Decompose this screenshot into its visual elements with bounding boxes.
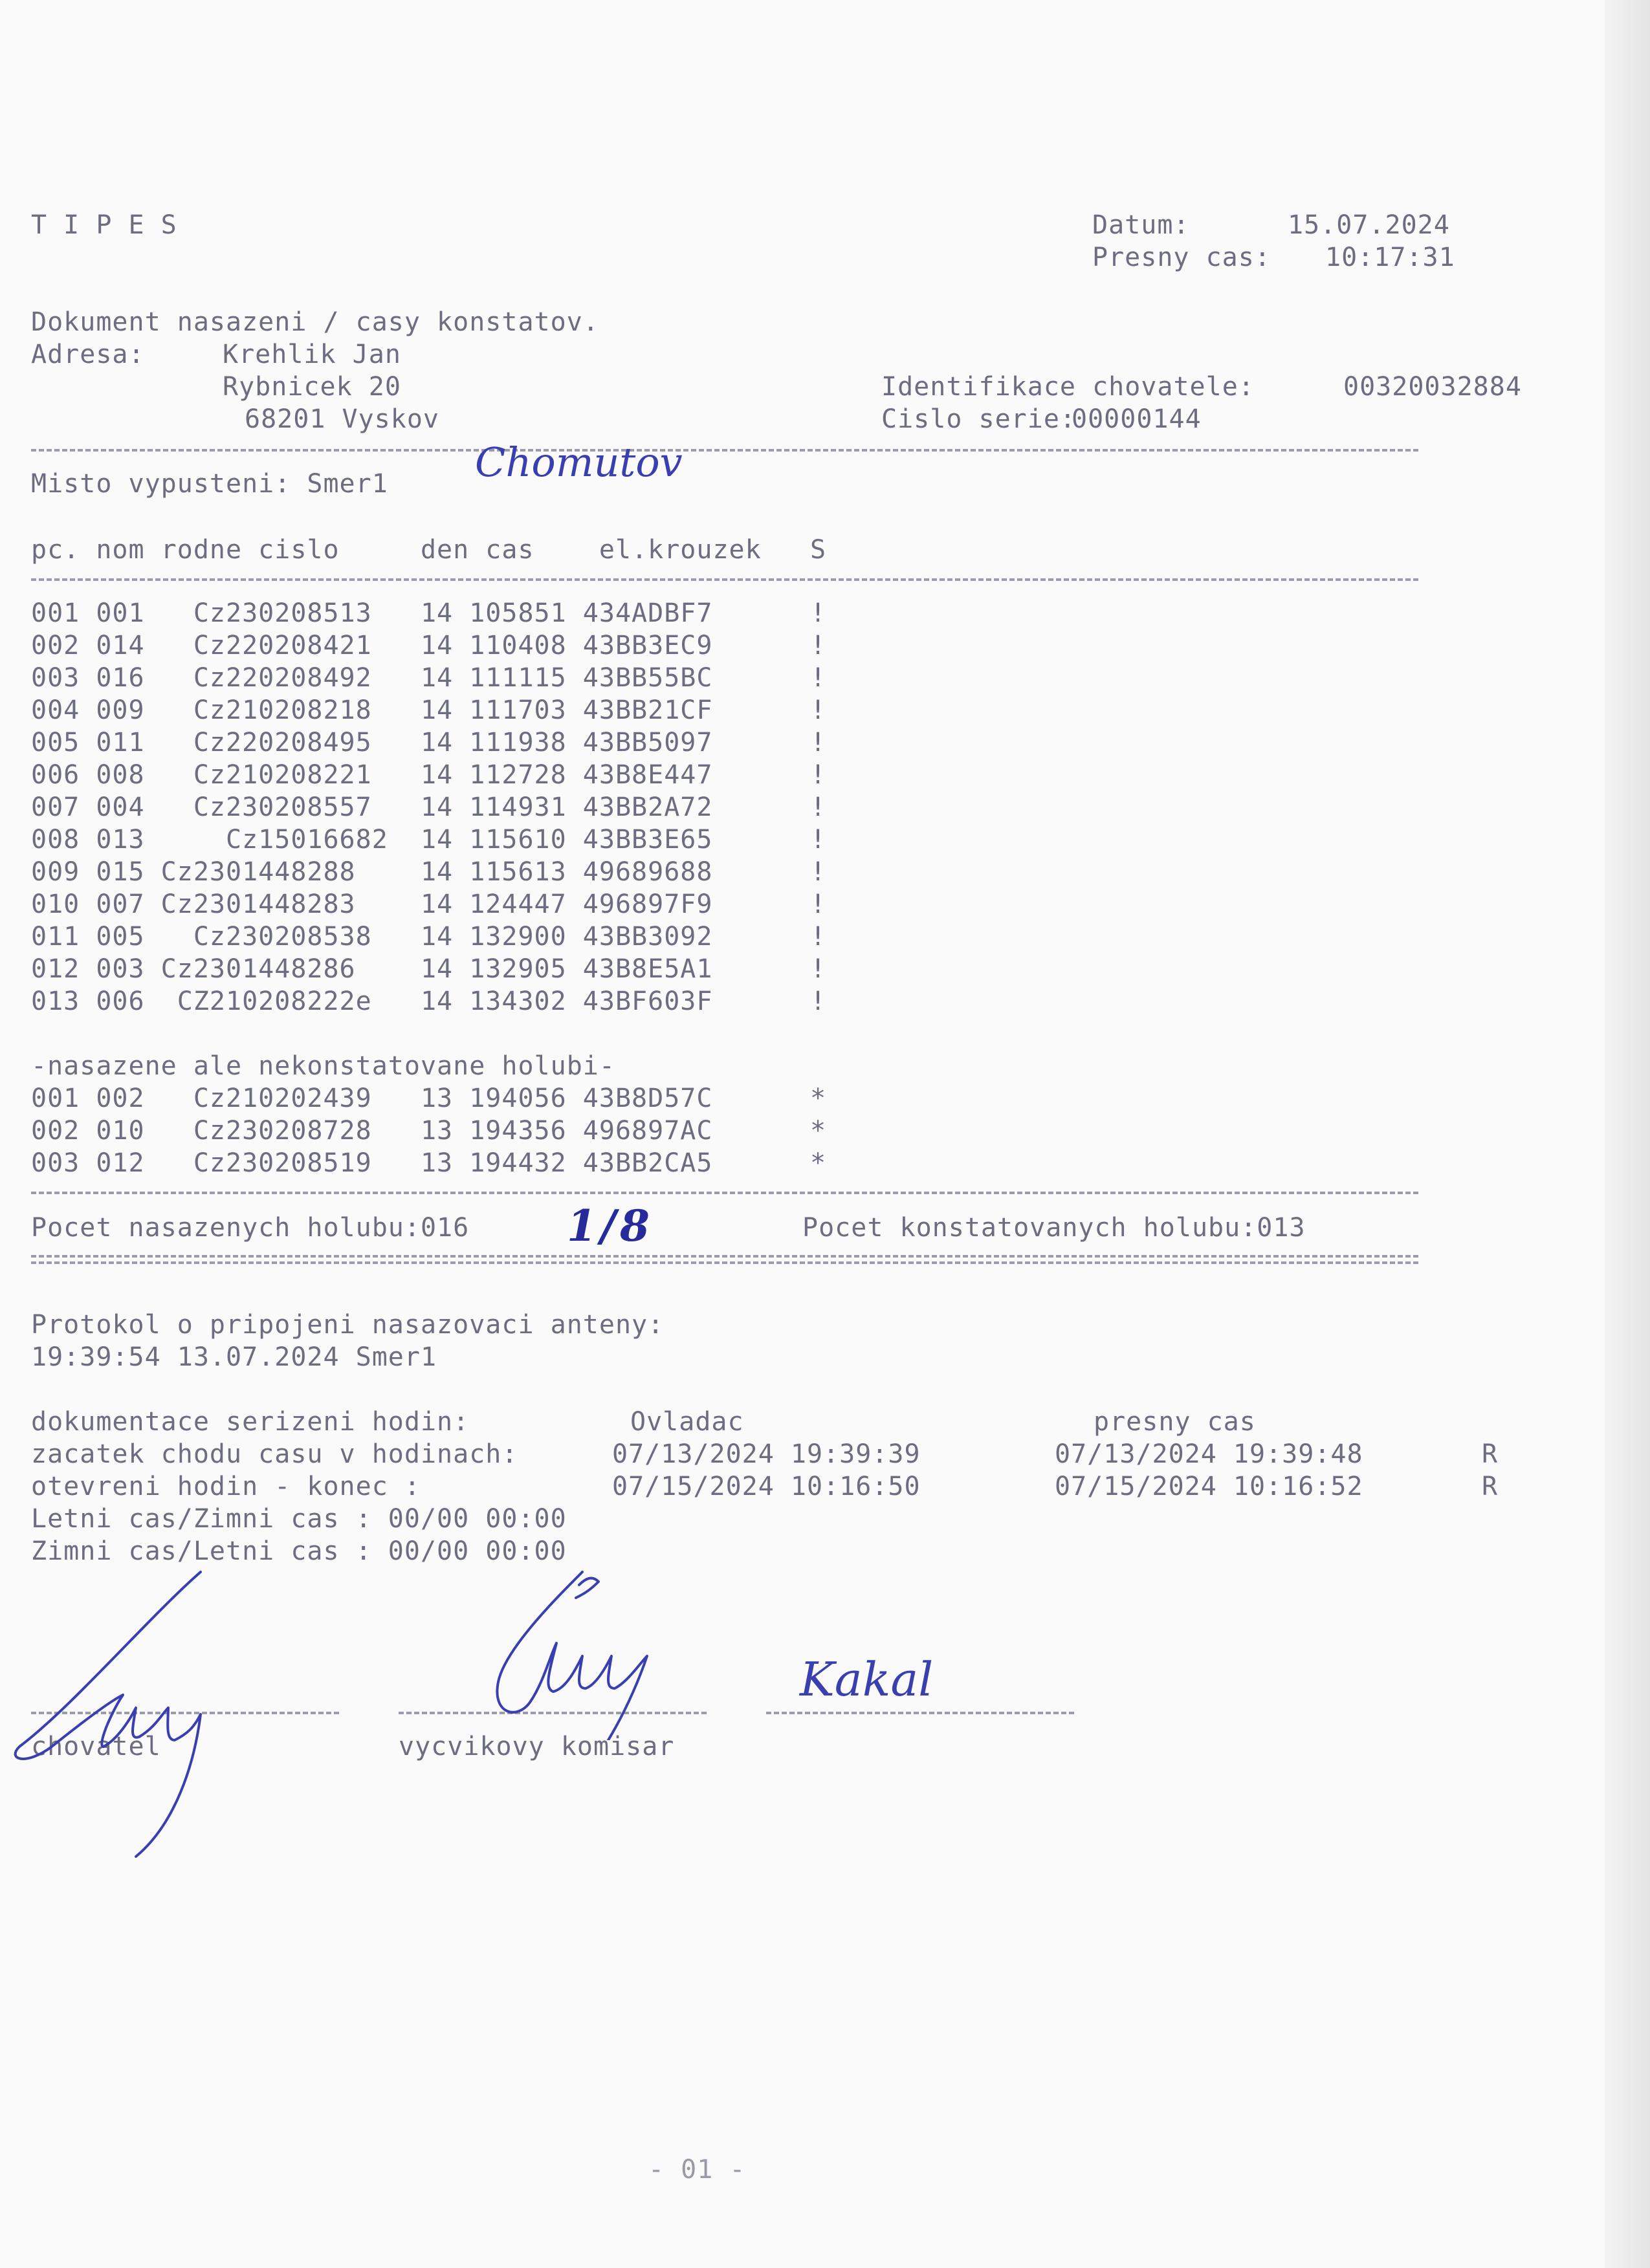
- pocet-konstatovanych: Pocet konstatovanych holubu:013: [802, 1213, 1306, 1243]
- document-title: Dokument nasazeni / casy konstatov.: [31, 307, 599, 337]
- letni-zimni: Letni cas/Zimni cas : 00/00 00:00: [31, 1504, 567, 1534]
- address-city: 68201 Vyskov: [245, 404, 439, 434]
- clock-header: dokumentace serizeni hodin:: [31, 1407, 470, 1437]
- table-row: 005 011 Cz220208495 14 111938 43BB5097 !: [31, 728, 827, 758]
- cislo-serie-label: Cislo serie:: [881, 404, 1076, 434]
- brand-title: T I P E S: [31, 210, 177, 240]
- identifikace-label: Identifikace chovatele:: [881, 372, 1255, 402]
- divider: [31, 1192, 1418, 1194]
- zimni-letni: Zimni cas/Letni cas : 00/00 00:00: [31, 1536, 567, 1566]
- signature-line-third: [766, 1712, 1074, 1714]
- clock-start-presny: 07/13/2024 19:39:48: [1055, 1439, 1363, 1469]
- table-row: 002 010 Cz230208728 13 194356 496897AC *: [31, 1116, 827, 1146]
- clock-end-flag: R: [1482, 1472, 1499, 1501]
- pocet-nasazenych: Pocet nasazenych holubu:016: [31, 1213, 470, 1243]
- presny-cas-label: Presny cas:: [1092, 243, 1271, 272]
- table-header: pc. nom rodne cislo den cas el.krouzek S: [31, 535, 827, 565]
- table-row: 001 002 Cz210202439 13 194056 43B8D57C *: [31, 1084, 827, 1113]
- divider: [31, 1261, 1418, 1264]
- signature-third-handwritten: Kakal: [800, 1652, 934, 1706]
- table-row: 008 013 Cz15016682 14 115610 43BB3E65 !: [31, 825, 827, 855]
- address-street: Rybnicek 20: [223, 372, 401, 402]
- divider: [31, 449, 1418, 452]
- table-row: 011 005 Cz230208538 14 132900 43BB3092 !: [31, 922, 827, 952]
- clock-start-flag: R: [1482, 1439, 1499, 1469]
- divider: [31, 1255, 1418, 1258]
- table-row: 007 004 Cz230208557 14 114931 43BB2A72 !: [31, 792, 827, 822]
- signature-label-chovatel: chovatel: [31, 1732, 161, 1761]
- clock-header-presny: presny cas: [1094, 1407, 1256, 1437]
- signature-komisar: [453, 1559, 725, 1740]
- table-row: 002 014 Cz220208421 14 110408 43BB3EC9 !: [31, 631, 827, 660]
- table-row: 006 008 Cz210208221 14 112728 43B8E447 !: [31, 760, 827, 790]
- page-number: - 01 -: [648, 2155, 746, 2185]
- presny-cas-value: 10:17:31: [1325, 243, 1455, 272]
- clock-start-label: zacatek chodu casu v hodinach:: [31, 1439, 518, 1469]
- clock-end-label: otevreni hodin - konec :: [31, 1472, 421, 1501]
- identifikace-value: 00320032884: [1343, 372, 1522, 402]
- table-row: 001 001 Cz230208513 14 105851 434ADBF7 !: [31, 598, 827, 628]
- handwritten-release-place: Chomutov: [475, 439, 683, 486]
- table-row: 003 016 Cz220208492 14 111115 43BB55BC !: [31, 663, 827, 693]
- datum-label: Datum:: [1092, 210, 1190, 240]
- address-label: Adresa:: [31, 340, 145, 369]
- divider: [31, 578, 1418, 581]
- signature-label-komisar: vycvikovy komisar: [399, 1732, 675, 1761]
- address-name: Krehlik Jan: [223, 340, 401, 369]
- table-row: 004 009 Cz210208218 14 111703 43BB21CF !: [31, 695, 827, 725]
- release-label: Misto vypusteni: Smer1: [31, 469, 388, 499]
- table-row: 012 003 Cz2301448286 14 132905 43B8E5A1 !: [31, 954, 827, 984]
- signature-chovatel: [0, 1553, 336, 1876]
- table-row: 009 015 Cz2301448288 14 115613 49689688 !: [31, 857, 827, 887]
- table-row: 013 006 CZ210208222e 14 134302 43BF603F !: [31, 987, 827, 1016]
- handwritten-count: 1/8: [567, 1201, 654, 1251]
- not-confirmed-title: -nasazene ale nekonstatovane holubi-: [31, 1051, 615, 1081]
- protocol-timestamp: 19:39:54 13.07.2024 Smer1: [31, 1342, 437, 1372]
- clock-end-ovladac: 07/15/2024 10:16:50: [612, 1472, 921, 1501]
- clock-start-ovladac: 07/13/2024 19:39:39: [612, 1439, 921, 1469]
- clock-header-ovladac: Ovladac: [630, 1407, 744, 1437]
- datum-value: 15.07.2024: [1288, 210, 1450, 240]
- clock-end-presny: 07/15/2024 10:16:52: [1055, 1472, 1363, 1501]
- cislo-serie-value: 00000144: [1072, 404, 1202, 434]
- protocol-title: Protokol o pripojeni nasazovaci anteny:: [31, 1310, 665, 1340]
- table-row: 003 012 Cz230208519 13 194432 43BB2CA5 *: [31, 1148, 827, 1178]
- table-row: 010 007 Cz2301448283 14 124447 496897F9 !: [31, 889, 827, 919]
